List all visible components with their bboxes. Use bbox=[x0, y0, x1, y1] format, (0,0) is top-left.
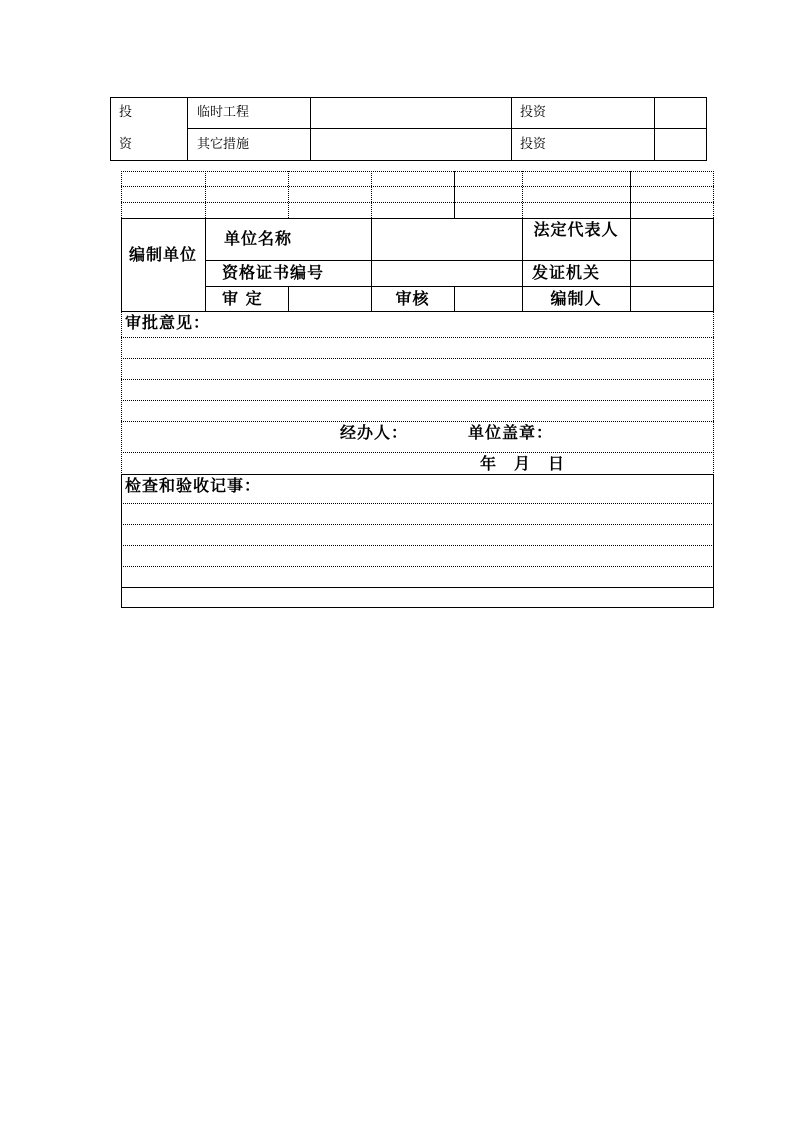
inspection-record-label: 检查和验收记事： bbox=[125, 476, 262, 495]
preparing-unit-label: 编制单位 bbox=[128, 245, 197, 264]
top-side-label-2: 资 bbox=[119, 137, 133, 152]
legal-representative-label: 法定代表人 bbox=[533, 220, 619, 239]
top-side-label-1: 投 bbox=[119, 105, 133, 120]
form-dotted-lines bbox=[121, 312, 714, 567]
issuing-authority-label: 发证机关 bbox=[532, 263, 601, 282]
certificate-number-label: 资格证书编号 bbox=[222, 263, 325, 282]
top-row-2-amount-label: 投资 bbox=[520, 137, 547, 152]
unit-seal-label: 单位盖章： bbox=[468, 423, 554, 442]
top-row-1-amount-label: 投资 bbox=[520, 105, 547, 120]
top-row-1-item: 临时工程 bbox=[197, 105, 250, 120]
handler-label: 经办人： bbox=[340, 423, 409, 442]
form-table-lines bbox=[121, 218, 714, 608]
date-label: 年 月 日 bbox=[480, 454, 566, 473]
preparer-label: 编制人 bbox=[550, 289, 602, 308]
top-row-2-item: 其它措施 bbox=[197, 137, 250, 152]
approval-opinion-label: 审批意见： bbox=[125, 313, 211, 332]
approve-label: 审 定 bbox=[222, 289, 263, 308]
small-grid-solid bbox=[455, 171, 631, 218]
review-label: 审核 bbox=[395, 289, 430, 308]
small-grid-dashed bbox=[121, 171, 714, 218]
unit-name-label: 单位名称 bbox=[223, 229, 292, 248]
